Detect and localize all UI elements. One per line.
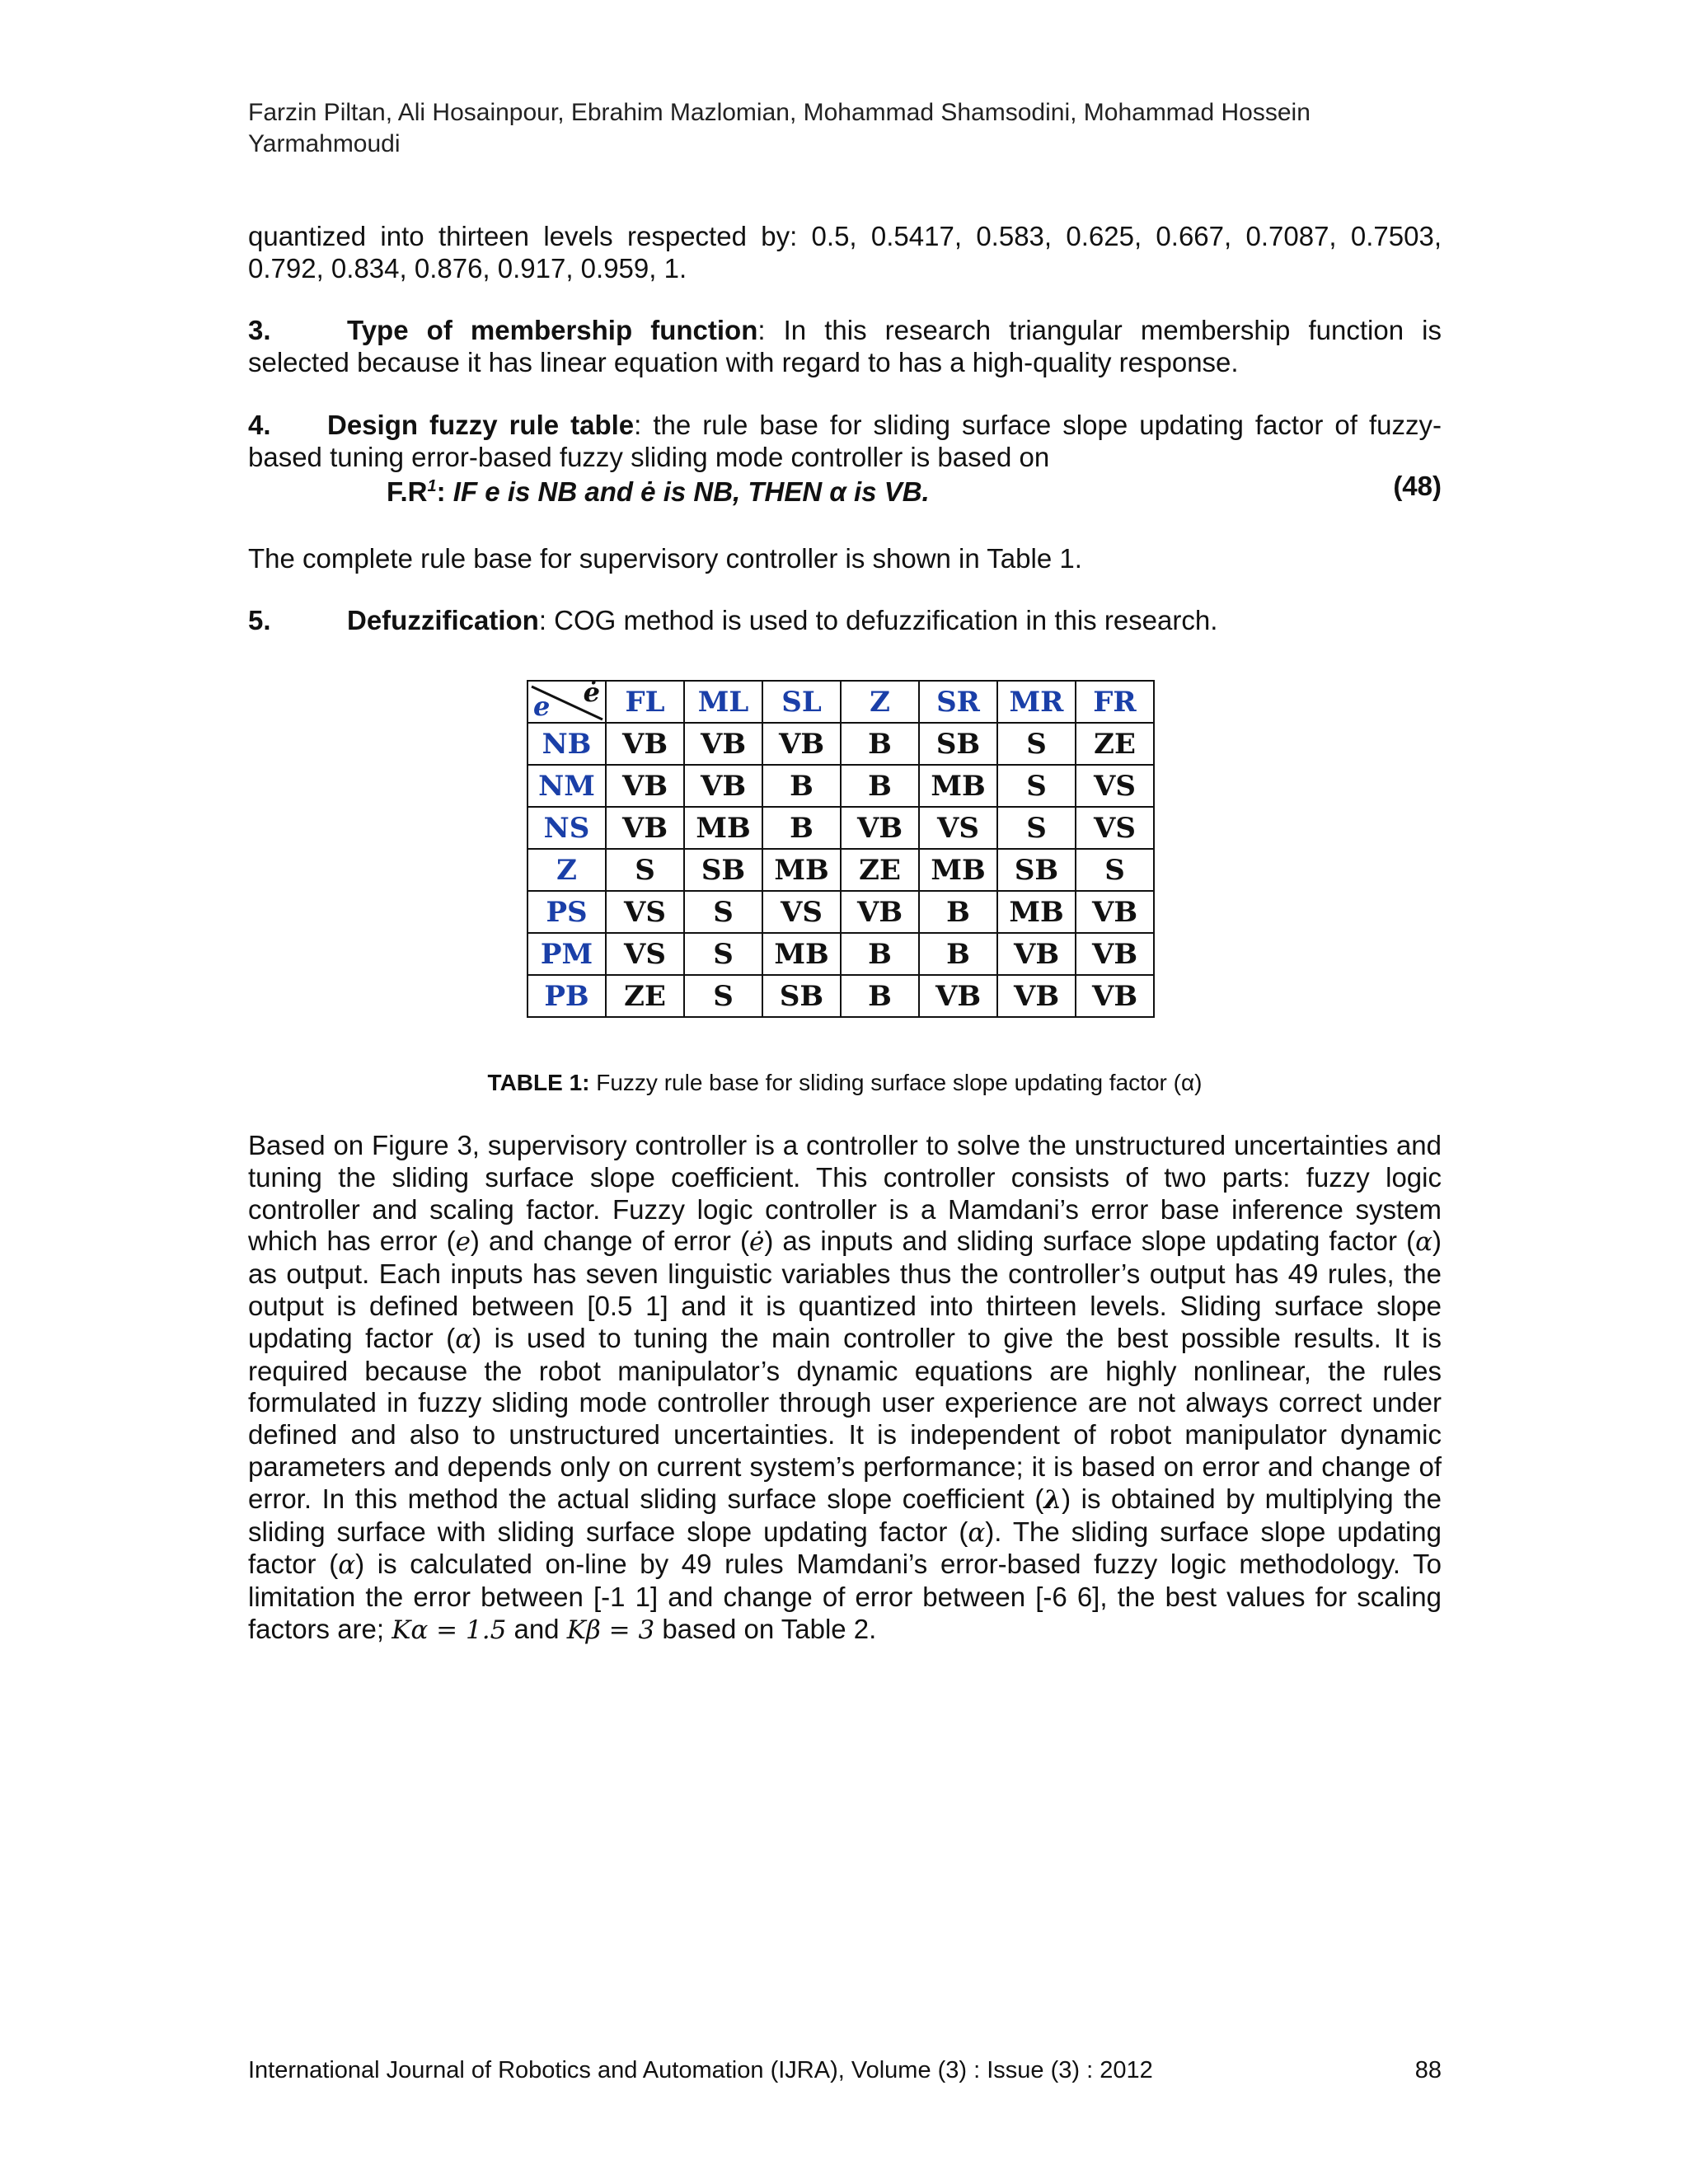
row-header: PB — [528, 975, 606, 1017]
body-text: and — [506, 1613, 567, 1644]
rule-colon: : — [436, 476, 453, 507]
table-cell: B — [762, 807, 841, 849]
column-header: ML — [684, 681, 762, 723]
corner-col-label: ė — [583, 677, 600, 708]
fuzzy-rule-table — [527, 677, 1155, 1018]
item-4-number: 4. — [248, 410, 271, 440]
table-cell: ZE — [1076, 723, 1154, 765]
table-cell: SB — [919, 723, 997, 765]
row-header: Z — [528, 849, 606, 891]
table-corner-cell — [528, 677, 606, 723]
table-reference-text: The complete rule base for supervisory controller is shown in Table 1. — [248, 543, 1082, 574]
table-cell: S — [997, 723, 1076, 765]
table-caption — [248, 1068, 1442, 1098]
item-5-title: Defuzzification — [347, 605, 539, 635]
table-cell: MB — [919, 849, 997, 891]
item-3-text: : In this research triangular membership function is selected because it has linear equation with regard to has a high-quality response. — [248, 315, 1442, 377]
math-alpha: α — [338, 1550, 356, 1581]
table-row — [528, 975, 1154, 1017]
table-cell: B — [919, 891, 997, 933]
rule-prefix: F.R — [387, 476, 428, 507]
table-cell: VB — [1076, 891, 1154, 933]
intro-paragraph — [248, 220, 1442, 284]
item-4-title: Design fuzzy rule table — [327, 410, 635, 440]
table-cell: VB — [841, 807, 919, 849]
table-cell: VS — [606, 891, 684, 933]
table-cell: S — [997, 807, 1076, 849]
body-text: ). The sliding surface slope updating factor ( — [248, 1516, 1442, 1580]
item-3-title: Type of membership function — [347, 315, 758, 345]
column-header: Z — [841, 681, 919, 723]
table-cell: S — [684, 975, 762, 1017]
journal-citation: International Journal of Robotics and Automation (IJRA), Volume (3) : Issue (3) : 2012 — [248, 2057, 1153, 2083]
column-header: FR — [1076, 681, 1154, 723]
body-text: ) as inputs and sliding surface slope updating factor ( — [764, 1226, 1416, 1257]
table-cell: MB — [684, 807, 762, 849]
table-cell: VB — [606, 723, 684, 765]
body-text: Based on Figure 3, supervisory controller is a controller to solve the unstructured uncertainties and tuning the sliding surface slope coefficient. This controller consists of two parts: fuzzy logic controller and scaling factor. Fuzzy logic controller is a Mamdani’s error base inference system which has error ( — [248, 1130, 1442, 1257]
table-cell: B — [841, 975, 919, 1017]
table-cell: VB — [1076, 975, 1154, 1017]
row-header: PS — [528, 891, 606, 933]
running-header: Farzin Piltan, Ali Hosainpour, Ebrahim Mazlomian, Mohammad Shamsodini, Mohammad Hossein Yarmahmoudi — [248, 99, 1311, 157]
table-reference-paragraph — [248, 542, 1442, 574]
table-cell: VB — [841, 891, 919, 933]
table-cell: B — [841, 723, 919, 765]
table-row — [528, 723, 1154, 765]
math-k-beta: Kβ = 3 — [566, 1615, 655, 1645]
table-row — [528, 807, 1154, 849]
table-row — [528, 891, 1154, 933]
table-cell: VS — [1076, 807, 1154, 849]
caption-text: Fuzzy rule base for sliding surface slope updating factor (α) — [589, 1070, 1203, 1095]
math-e: e — [455, 1227, 471, 1258]
table-cell: MB — [762, 933, 841, 975]
row-header: PM — [528, 933, 606, 975]
body-text: ) and change of error ( — [470, 1226, 749, 1257]
table-cell: B — [841, 933, 919, 975]
table-cell: S — [684, 933, 762, 975]
table-cell: MB — [997, 891, 1076, 933]
table-cell: B — [919, 933, 997, 975]
column-header: MR — [997, 681, 1076, 723]
item-4-text: : the rule base for sliding surface slope updating factor of fuzzy-based tuning error-based fuzzy sliding mode controller is based on — [248, 410, 1442, 472]
table-cell: ZE — [606, 975, 684, 1017]
fuzzy-rule-equation — [248, 470, 1442, 507]
table-header-row — [528, 681, 1154, 723]
corner-row-label: e — [533, 691, 551, 722]
rule-text: IF e is NB and ė is NB, THEN α is VB. — [452, 476, 930, 507]
table-cell: SB — [684, 849, 762, 891]
item-3-number: 3. — [248, 315, 271, 345]
table-cell: MB — [919, 765, 997, 807]
table-cell: VB — [1076, 933, 1154, 975]
table-cell: B — [762, 765, 841, 807]
row-header: NM — [528, 765, 606, 807]
math-edot: ė — [748, 1227, 765, 1258]
column-header: SR — [919, 681, 997, 723]
table-cell: S — [1076, 849, 1154, 891]
table-cell: S — [606, 849, 684, 891]
table-cell: SB — [762, 975, 841, 1017]
body-text: based on Table 2. — [654, 1613, 877, 1644]
intro-text: quantized into thirteen levels respected by: 0.5, 0.5417, 0.583, 0.625, 0.667, 0.7087, 0.7503, 0.792, 0.834, 0.876, 0.917, 0.959, 1. — [248, 221, 1442, 284]
item-5-paragraph — [248, 604, 1442, 636]
table-cell: S — [684, 891, 762, 933]
table-cell: VS — [919, 807, 997, 849]
item-5-number: 5. — [248, 605, 271, 635]
caption-label: TABLE 1: — [487, 1070, 590, 1095]
math-k-alpha: Kα = 1.5 — [392, 1615, 507, 1645]
table-cell: ZE — [841, 849, 919, 891]
body-text: ) is obtained by multiplying the sliding surface with sliding surface slope updating factor ( — [248, 1483, 1442, 1547]
table-cell: VS — [1076, 765, 1154, 807]
table-cell: VB — [684, 723, 762, 765]
body-text: ) is calculated on-line by 49 rules Mamdani’s error-based fuzzy logic methodology. To limitation the error between [-1 1] and change of error between [-6 6], the best values for scaling factors are; — [248, 1549, 1442, 1644]
math-alpha: α — [968, 1517, 986, 1548]
table-row — [528, 933, 1154, 975]
table-cell: VB — [762, 723, 841, 765]
table-cell: B — [841, 765, 919, 807]
table-row — [528, 849, 1154, 891]
table-row — [528, 765, 1154, 807]
body-text: ) is used to tuning the main controller to give the best possible results. It is required because the robot manipulator’s dynamic equations are highly nonlinear, the rules formulated in fuzzy sliding mode controller through user experience are not always correct under defined and also to unstructured uncertainties. It is independent of robot manipulator dynamic parameters and depends only on current system’s performance; it is based on error and change of error. In this method the actual sliding surface slope coefficient ( — [248, 1322, 1442, 1514]
column-header: SL — [762, 681, 841, 723]
table-cell: VB — [684, 765, 762, 807]
row-header: NB — [528, 723, 606, 765]
table-cell: VS — [762, 891, 841, 933]
item-3-paragraph — [248, 314, 1442, 378]
table-cell: VB — [919, 975, 997, 1017]
table-cell: VB — [997, 933, 1076, 975]
math-alpha: α — [455, 1324, 473, 1354]
row-header: NS — [528, 807, 606, 849]
table-cell: VB — [606, 807, 684, 849]
math-alpha: α — [1415, 1227, 1432, 1258]
table-cell: MB — [762, 849, 841, 891]
item-5-text: : COG method is used to defuzzification in this research. — [538, 605, 1218, 635]
rule-superscript: 1 — [427, 477, 437, 495]
table-cell: SB — [997, 849, 1076, 891]
item-4-paragraph — [248, 409, 1442, 473]
table-cell: VS — [606, 933, 684, 975]
body-text: ) as output. Each inputs has seven linguistic variables thus the controller’s output has 49 rules, the output is defined between [0.5 1] and it is quantized into thirteen levels. Sliding surface slope updating factor ( — [248, 1226, 1442, 1353]
page-number: 88 — [1414, 2057, 1442, 2083]
table-cell: VB — [997, 975, 1076, 1017]
math-lambda: λ — [1043, 1484, 1062, 1515]
equation-number: (48) — [1393, 471, 1442, 501]
table-cell: VB — [606, 765, 684, 807]
page-footer — [248, 2055, 1442, 2085]
table-cell: S — [997, 765, 1076, 807]
column-header: FL — [606, 681, 684, 723]
body-paragraph — [248, 1130, 1442, 1647]
